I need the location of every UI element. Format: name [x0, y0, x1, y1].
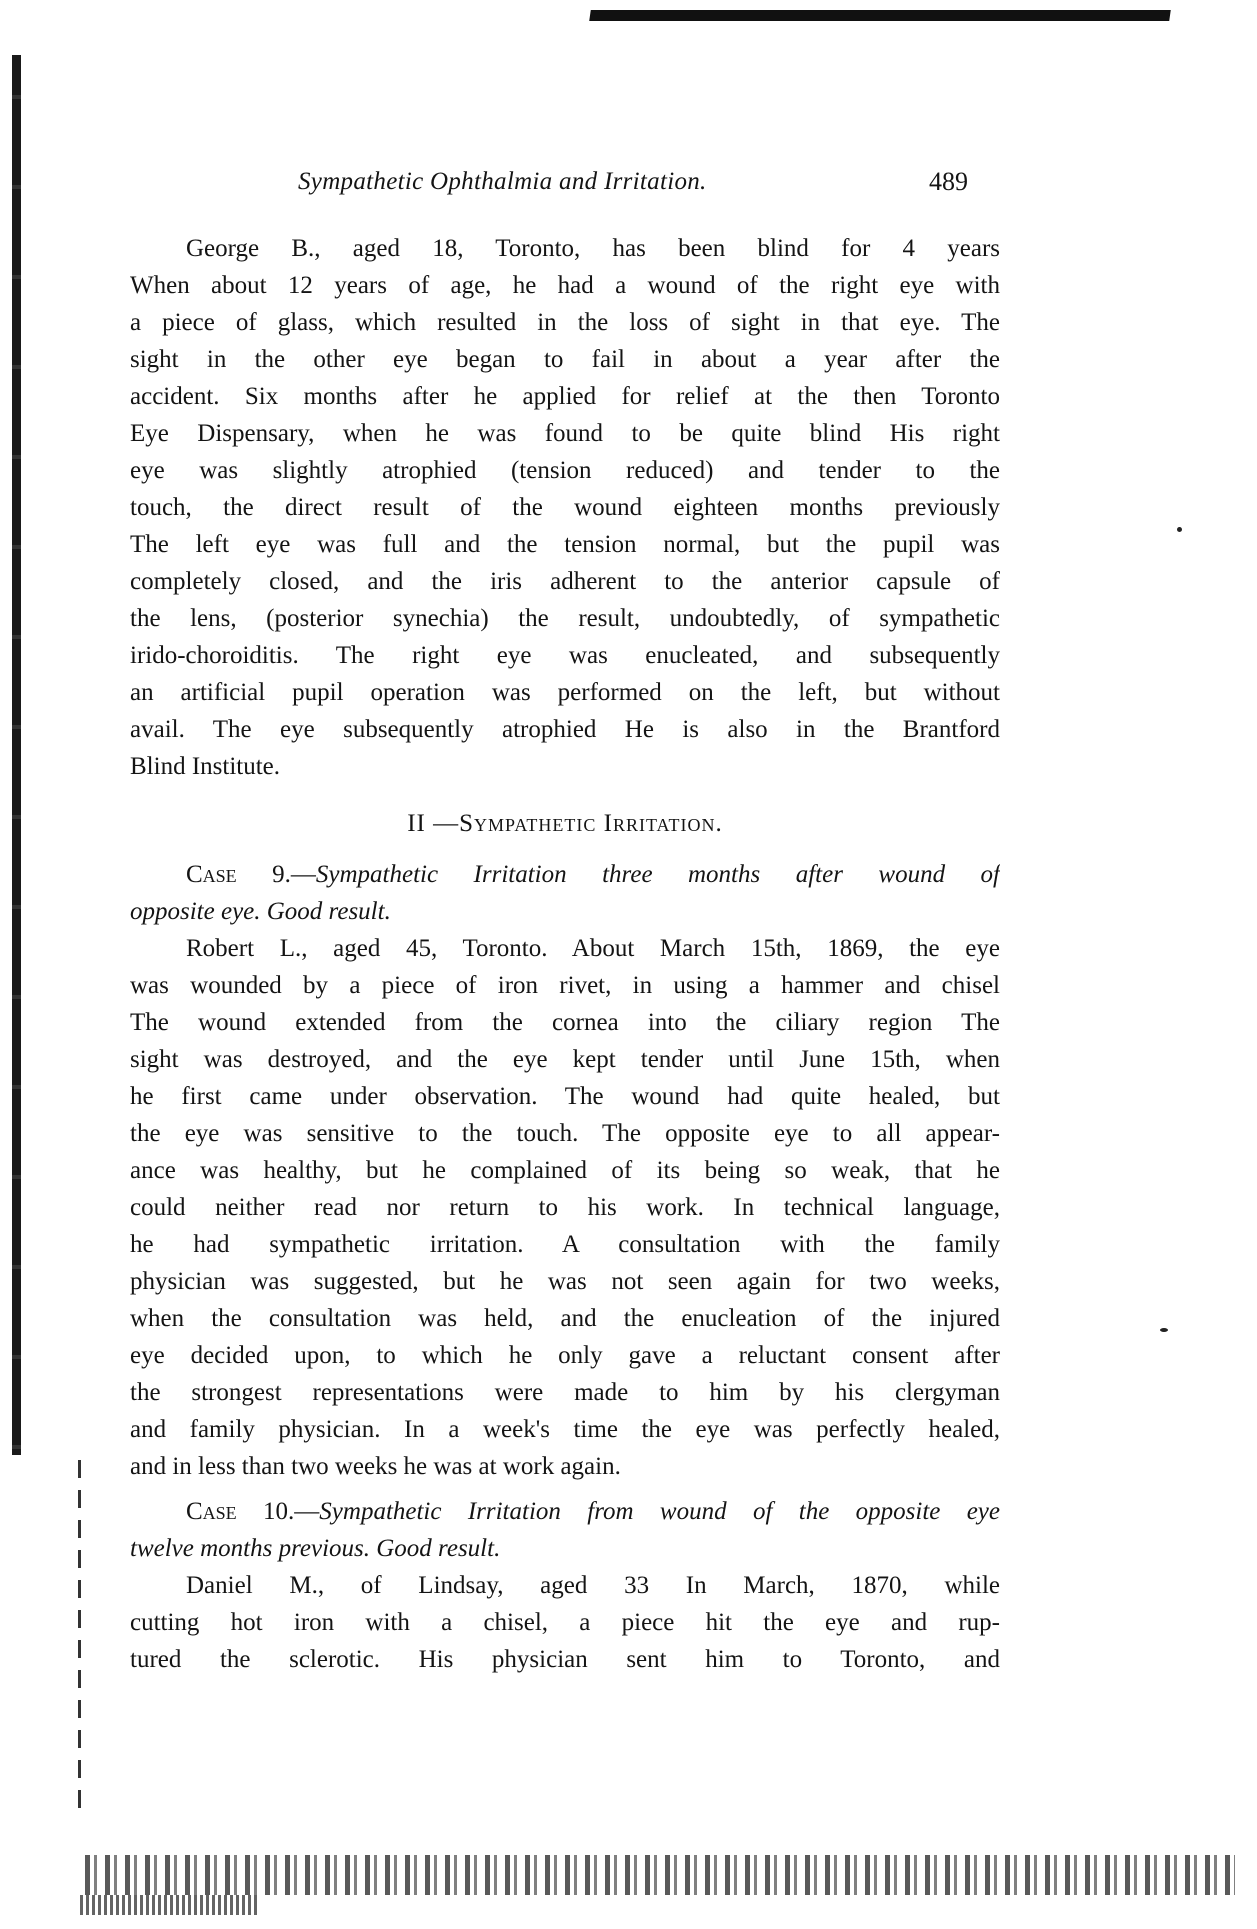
case-9-heading	[130, 856, 1000, 930]
text-line: sight in the other eye began to fail in about a year after the	[130, 346, 1000, 373]
text-line: avail. The eye subsequently atrophied He is also in the Brantford	[130, 716, 1000, 743]
text-line: tured the sclerotic. His physician sent him to Toronto, and	[130, 1646, 1000, 1673]
text-line: the lens, (posterior synechia) the result, undoubtedly, of sympathetic	[130, 605, 1000, 632]
paragraph-daniel	[130, 1567, 1000, 1678]
scan-edge-left	[12, 55, 21, 1455]
case-label: Case 9.—	[186, 861, 316, 888]
text-line: and family physician. In a week's time the eye was perfectly healed,	[130, 1416, 1000, 1443]
text-line: eye was slightly atrophied (tension reduced) and tender to the	[130, 457, 1000, 484]
running-head	[298, 168, 998, 196]
text-line: an artificial pupil operation was performed on the left, but without	[130, 679, 1000, 706]
text-line: Daniel M., of Lindsay, aged 33 In March, 1870, while	[186, 1572, 1000, 1599]
page-number: 489	[929, 167, 968, 196]
text-line: physician was suggested, but he was not seen again for two weeks,	[130, 1268, 1000, 1295]
text-line: ance was healthy, but he complained of its being so weak, that he	[130, 1157, 1000, 1184]
text-line: he first came under observation. The wound had quite healed, but	[130, 1083, 1000, 1110]
page-body	[130, 230, 1000, 1678]
text-line: When about 12 years of age, he had a wound of the right eye with	[130, 272, 1000, 299]
text-line: was wounded by a piece of iron rivet, in using a hammer and chisel	[130, 972, 1000, 999]
running-title: Sympathetic Ophthalmia and Irritation.	[298, 168, 707, 195]
scan-edge-left-lower	[78, 1460, 81, 1820]
scan-edge-bottom	[85, 1855, 1235, 1895]
text-line: irido-choroiditis. The right eye was enucleated, and subsequently	[130, 642, 1000, 669]
text-line: eye decided upon, to which he only gave a reluctant consent after	[130, 1342, 1000, 1369]
case-heading-line	[130, 1493, 1000, 1530]
text-line: and in less than two weeks he was at work again.	[130, 1453, 621, 1480]
text-line: the strongest representations were made to him by his clergyman	[130, 1379, 1000, 1406]
text-line: he had sympathetic irritation. A consultation with the family	[130, 1231, 1000, 1258]
scan-speck	[1177, 527, 1182, 532]
text-line: a piece of glass, which resulted in the loss of sight in that eye. The	[130, 309, 1000, 336]
scan-edge-top	[589, 10, 1171, 21]
case-10-heading	[130, 1493, 1000, 1567]
scan-edge-bottom-corner	[80, 1895, 260, 1915]
paragraph-george	[130, 230, 1000, 785]
text-line: The wound extended from the cornea into the ciliary region The	[130, 1009, 1000, 1036]
text-line: George B., aged 18, Toronto, has been blind for 4 years	[186, 235, 1000, 262]
text-line: Robert L., aged 45, Toronto. About March 15th, 1869, the eye	[186, 935, 1000, 962]
text-line: Eye Dispensary, when he was found to be quite blind His right	[130, 420, 1000, 447]
text-line: touch, the direct result of the wound eighteen months previously	[130, 494, 1000, 521]
text-line: Blind Institute.	[130, 753, 280, 780]
case-title: Sympathetic Irritation three months after wound of	[315, 861, 1000, 888]
paragraph-robert	[130, 930, 1000, 1485]
case-heading-line	[130, 856, 1000, 893]
case-title-continued: opposite eye. Good result.	[130, 898, 391, 925]
text-line: could neither read nor return to his work. In technical language,	[130, 1194, 1000, 1221]
text-line: accident. Six months after he applied for relief at the then Toronto	[130, 383, 1000, 410]
text-line: The left eye was full and the tension normal, but the pupil was	[130, 531, 1000, 558]
section-heading: II —Sympathetic Irritation.	[407, 810, 723, 837]
text-line: when the consultation was held, and the enucleation of the injured	[130, 1305, 1000, 1332]
case-title: Sympathetic Irritation from wound of the opposite eye	[319, 1498, 1000, 1525]
text-line: completely closed, and the iris adherent to the anterior capsule of	[130, 568, 1000, 595]
text-line: sight was destroyed, and the eye kept tender until June 15th, when	[130, 1046, 1000, 1073]
scan-speck	[1160, 1328, 1168, 1332]
case-title-continued: twelve months previous. Good result.	[130, 1535, 501, 1562]
text-line: the eye was sensitive to the touch. The opposite eye to all appear-	[130, 1120, 1000, 1147]
text-line: cutting hot iron with a chisel, a piece hit the eye and rup-	[130, 1609, 1000, 1636]
case-label: Case 10.—	[186, 1498, 320, 1525]
